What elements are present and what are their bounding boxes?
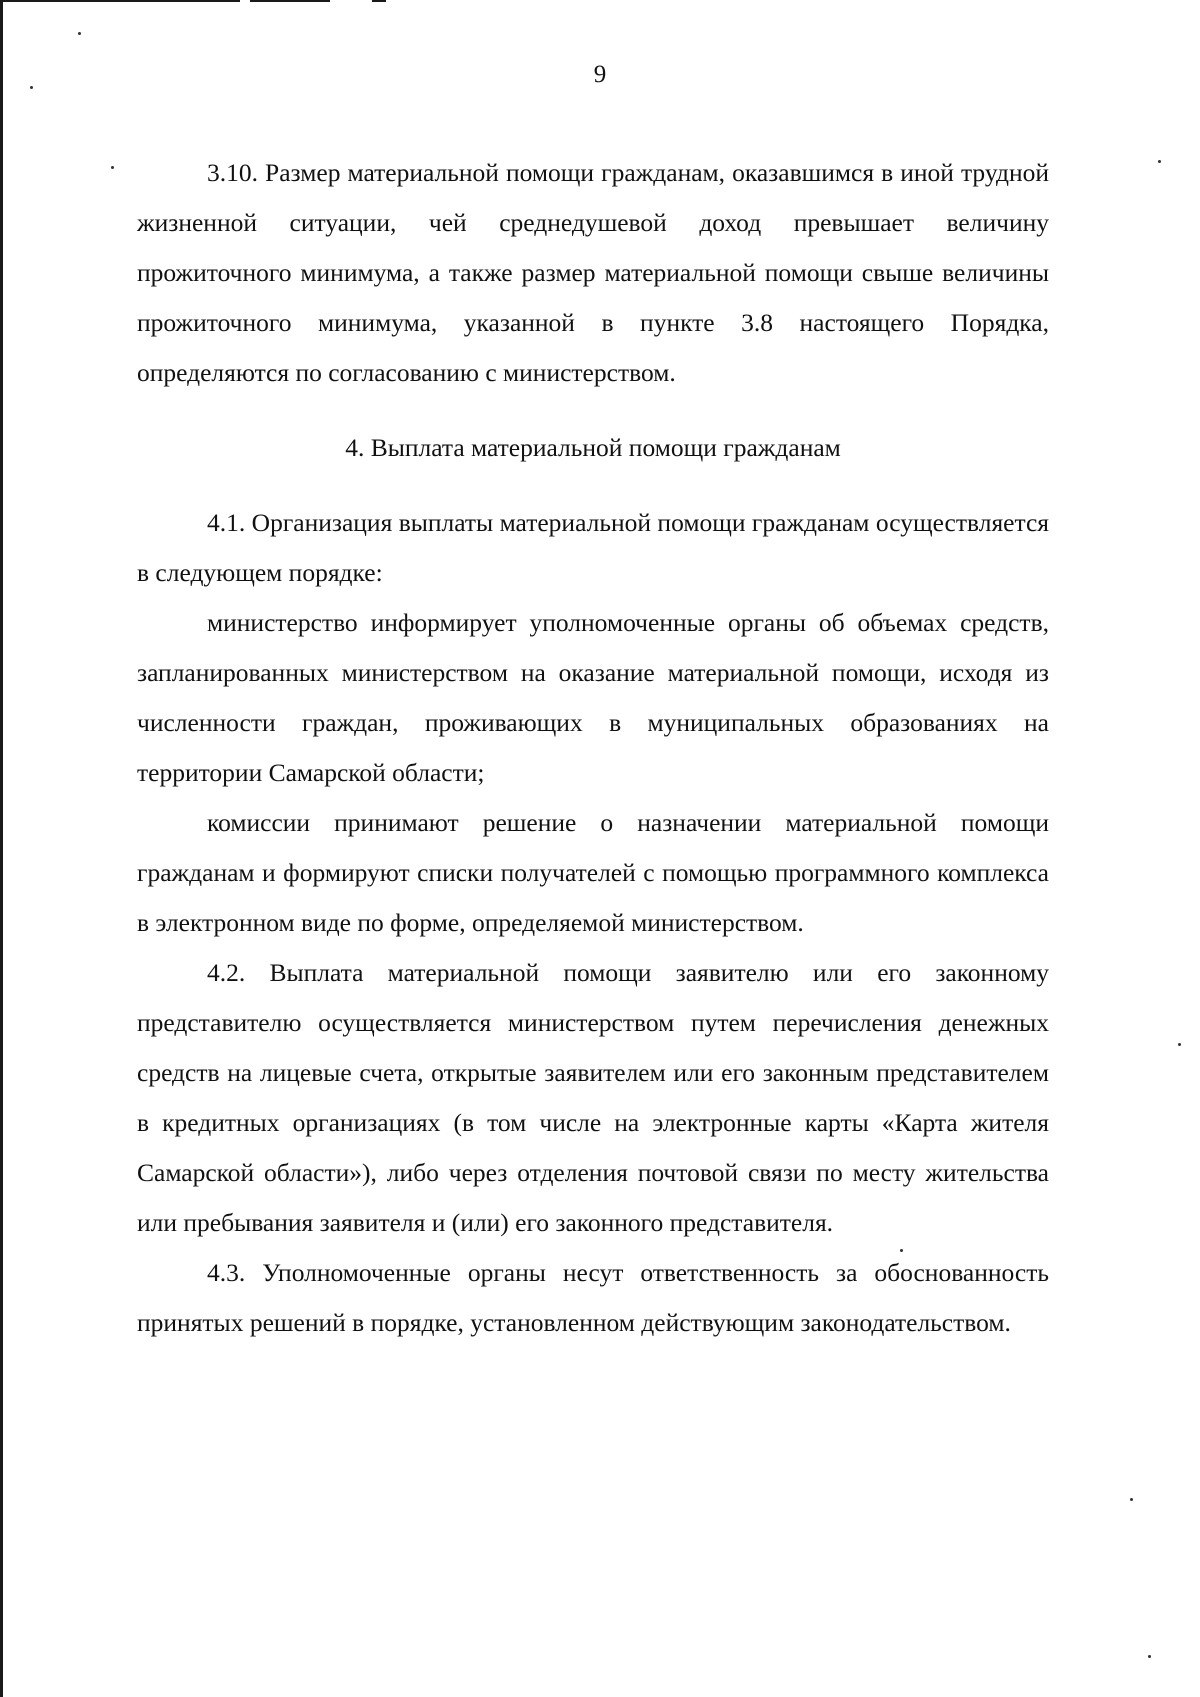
scan-edge-left (0, 0, 3, 1697)
scan-speck (1178, 1043, 1181, 1046)
page-number: 9 (593, 61, 607, 88)
paragraph-4-2: 4.2. Выплата материальной помощи заявителю или его законному представителю осуществляется министерством путем перечисления денежных средств на лицевые счета, открытые заявителем или его законным представителем в кредитных организациях (в том числе на электронные карты «Карта жителя Самарской области»), либо через отделения почтовой связи по месту жительства или пребывания заявителя и (или) его законного представителя. (137, 958, 1049, 1237)
scan-speck (111, 166, 114, 169)
scan-speck (1130, 1498, 1133, 1501)
scan-speck (1158, 160, 1161, 163)
document-body (137, 148, 1049, 1348)
scan-top-line (372, 0, 386, 2)
scan-speck (1148, 1655, 1151, 1658)
scan-top-line (0, 0, 240, 2)
paragraph-4-3: 4.3. Уполномоченные органы несут ответственность за обоснованность принятых решений в порядке, установленном действующим законодательством. (137, 1258, 1049, 1337)
paragraph-4-1: 4.1. Организация выплаты материальной помощи гражданам осуществляется в следующем порядке: (137, 508, 1049, 587)
section-heading: 4. Выплата материальной помощи гражданам (345, 433, 841, 462)
paragraph-ministry-informs: министерство информирует уполномоченные органы об объемах средств, запланированных министерством на оказание материальной помощи, исходя из численности граждан, проживающих в муниципальных образованиях на территории Самарской области; (137, 608, 1049, 787)
scan-top-line (250, 0, 330, 2)
paragraph-3-10: 3.10. Размер материальной помощи гражданам, оказавшимся в иной трудной жизненной ситуации, чей среднедушевой доход превышает величину прожиточного минимума, а также размер материальной помощи свыше величины прожиточного минимума, указанной в пункте 3.8 настоящего Порядка, определяются по согласованию с министерством. (137, 158, 1049, 387)
paragraph-commissions-decide: комиссии принимают решение о назначении материальной помощи гражданам и формируют списки получателей с помощью программного комплекса в электронном виде по форме, определяемой министерством. (137, 808, 1049, 937)
scan-speck (78, 32, 81, 35)
